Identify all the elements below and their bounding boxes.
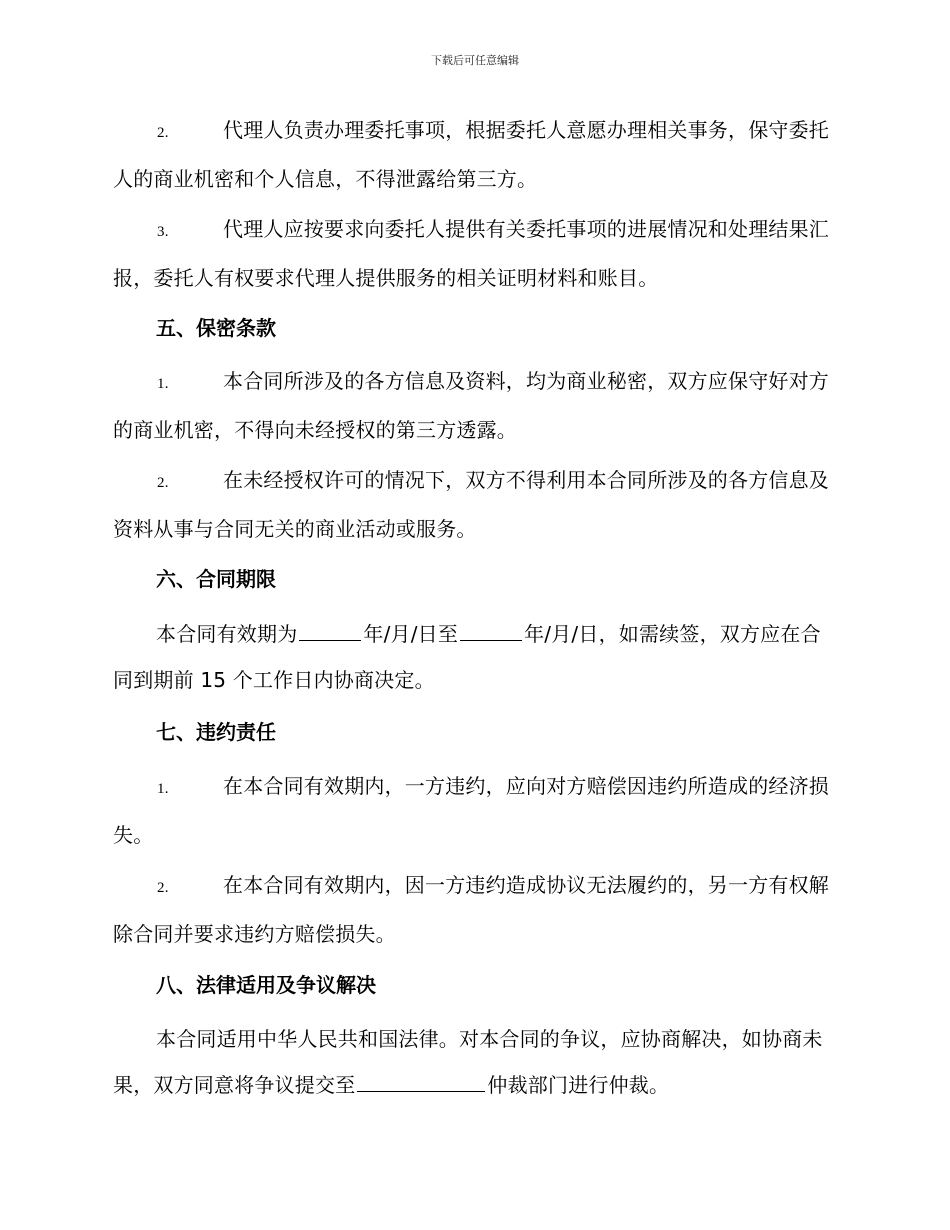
clause-text: 代理人应按要求向委托人提供有关委托事项的进展情况和处理结果汇报，委托人有权要求代理人提供服务的相关证明材料和账目。 (113, 217, 829, 290)
term-text-1: 本合同有效期为 (156, 622, 298, 646)
dispute-text-2: 仲裁部门进行仲裁。 (487, 1073, 670, 1097)
law-disputes-paragraph (113, 1016, 833, 1108)
term-text-3: 年/月/日，如需续签，双方应在合同到期前 15 个工作日内协商决定。 (113, 622, 821, 692)
section-heading-contract-term: 六、合同期限 (156, 567, 276, 591)
dispute-text-1: 本合同适用中华人民共和国法律。对本合同的争议，应协商解决，如协商未果，双方同意将争议提交至 (113, 1027, 823, 1097)
clause-7-1 (113, 763, 833, 858)
clause-5-1 (113, 358, 833, 453)
clause-text: 本合同所涉及的各方信息及资料，均为商业秘密，双方应保守好对方的商业机密，不得向未经授权的第三方透露。 (113, 369, 829, 442)
clause-number: 1. (157, 376, 169, 392)
section-heading-breach-liability: 七、违约责任 (156, 720, 276, 744)
section-heading-confidentiality: 五、保密条款 (156, 316, 276, 340)
clause-number: 2. (157, 125, 169, 141)
clause-number: 2. (157, 475, 169, 491)
clause-4-2 (113, 107, 833, 202)
clause-text: 在本合同有效期内，因一方违约造成协议无法履约的，另一方有权解除合同并要求违约方赔偿损失。 (113, 873, 829, 946)
page-header: 下载后可任意编辑 (431, 54, 519, 67)
term-text-2: 年/月/日至 (363, 622, 459, 646)
section-heading-law-disputes: 八、法律适用及争议解决 (156, 973, 376, 997)
clause-text: 在未经授权许可的情况下，双方不得利用本合同所涉及的各方信息及资料从事与合同无关的商业活动或服务。 (113, 468, 829, 541)
start-date-blank[interactable] (299, 622, 361, 641)
clause-4-3 (113, 206, 833, 301)
arbitration-body-blank[interactable] (357, 1073, 485, 1092)
clause-7-2 (113, 862, 833, 957)
contract-term-paragraph (113, 611, 833, 703)
clause-text: 代理人负责办理委托事项，根据委托人意愿办理相关事务，保守委托人的商业机密和个人信息，不得泄露给第三方。 (113, 118, 829, 191)
clause-5-2 (113, 457, 833, 552)
clause-number: 1. (157, 781, 169, 797)
end-date-blank[interactable] (460, 622, 522, 641)
clause-number: 2. (157, 880, 169, 896)
clause-number: 3. (157, 224, 169, 240)
clause-text: 在本合同有效期内，一方违约，应向对方赔偿因违约所造成的经济损失。 (113, 774, 829, 847)
